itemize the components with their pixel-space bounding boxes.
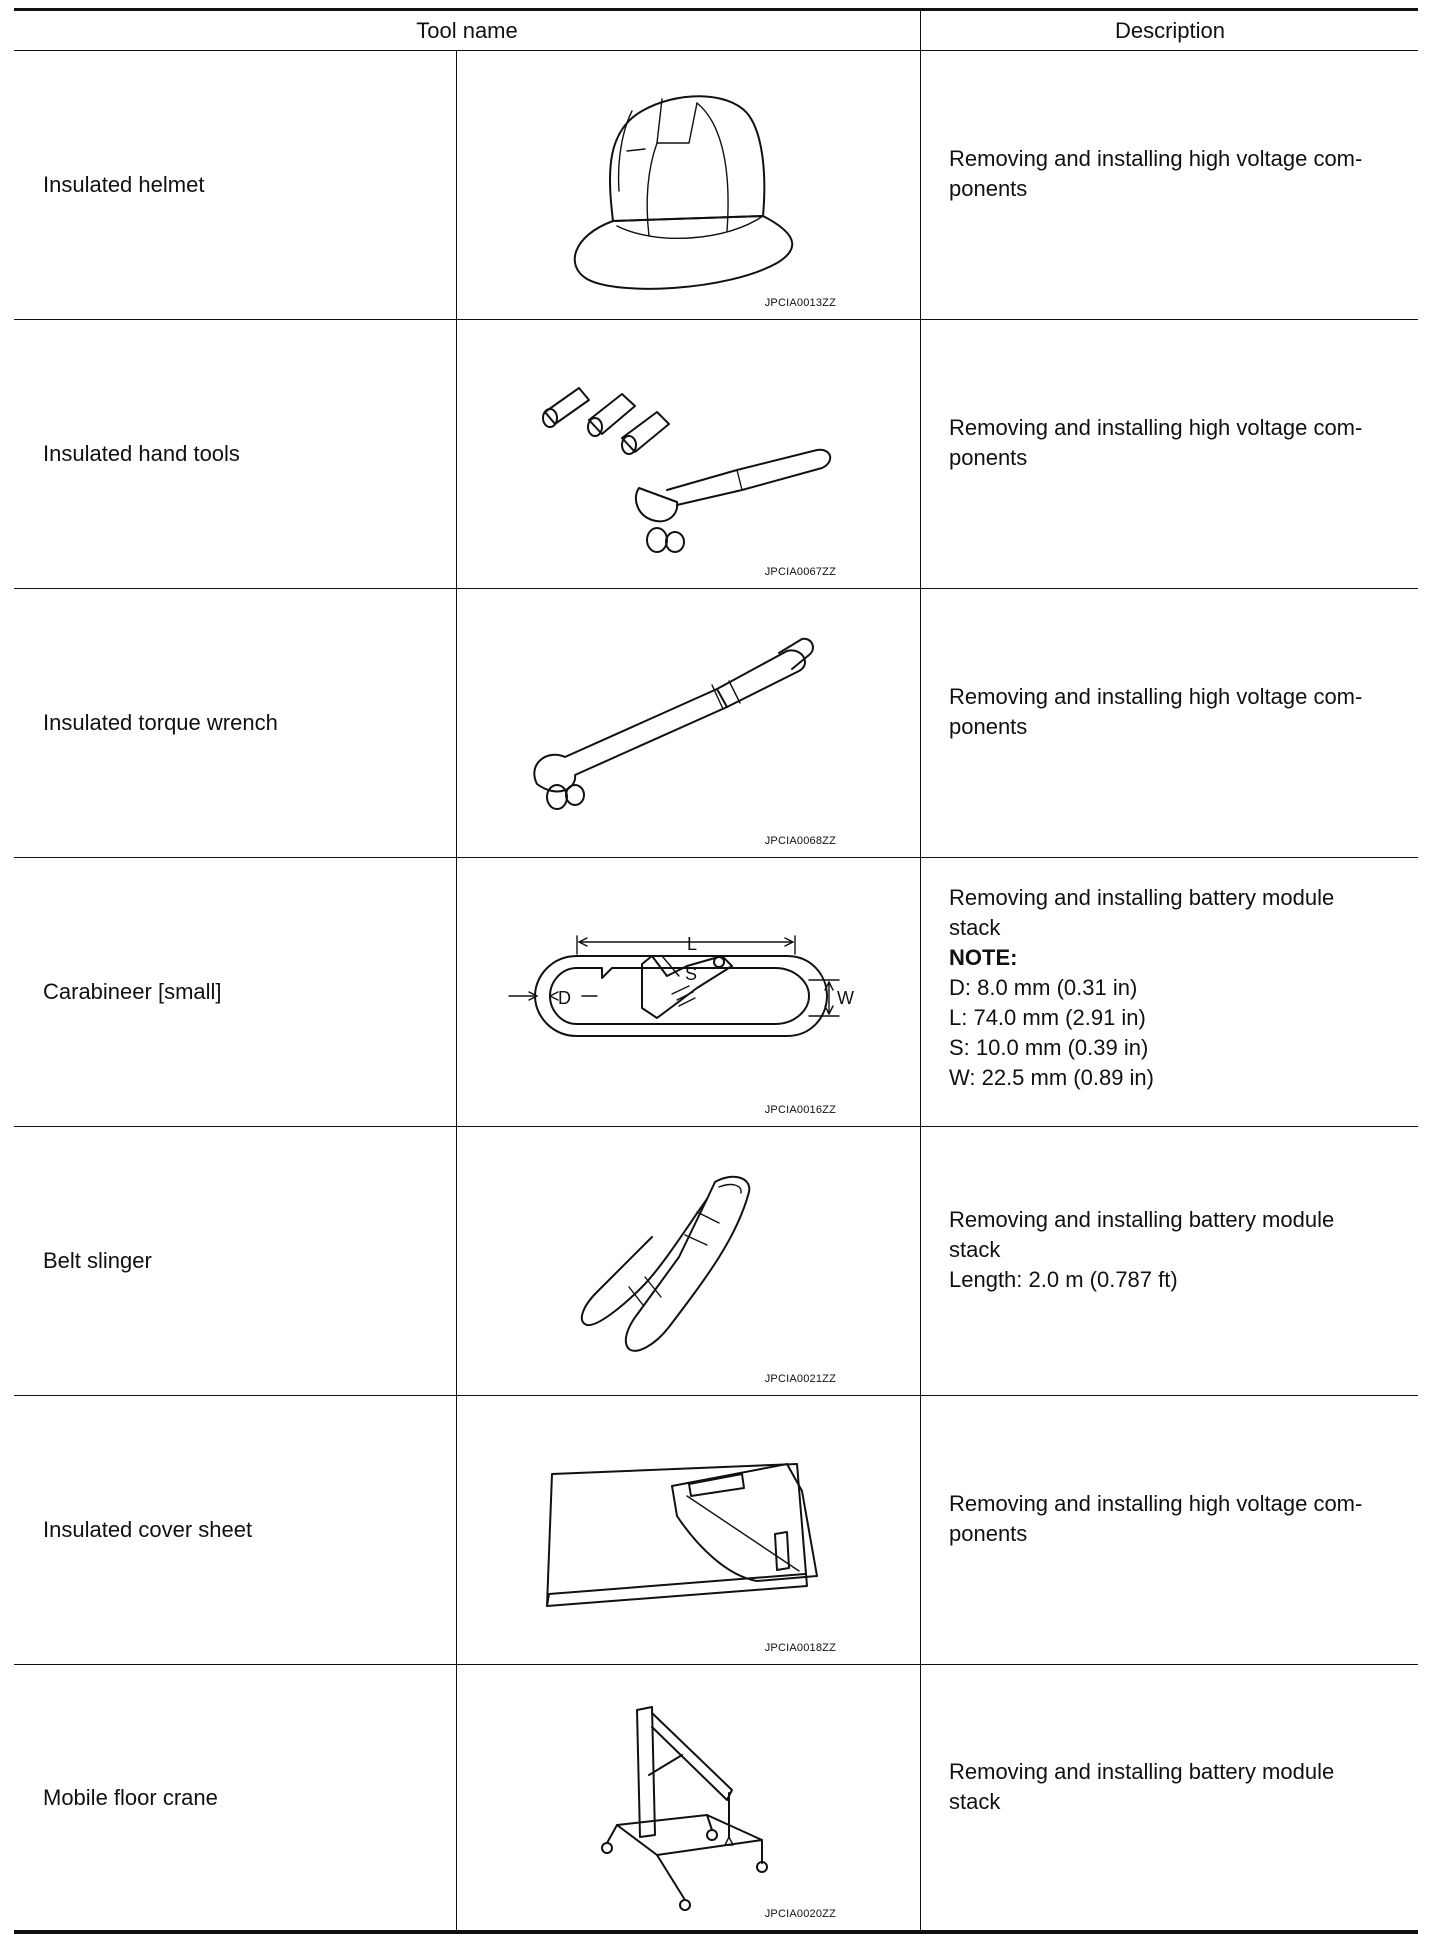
figure-code: JPCIA0013ZZ xyxy=(764,297,836,309)
description-text: Removing and installing high voltage com- ponents xyxy=(949,415,1363,470)
table-header xyxy=(14,8,1418,51)
figure-code: JPCIA0067ZZ xyxy=(764,566,836,578)
description-text: Removing and installing high voltage com- ponents xyxy=(949,684,1363,739)
header-description: Description xyxy=(920,11,1419,51)
spec-line: D: 8.0 mm (0.31 in) xyxy=(949,975,1138,1000)
description-text: Removing and installing high voltage com- ponents xyxy=(949,1491,1363,1546)
figure-code: JPCIA0020ZZ xyxy=(764,1908,836,1920)
tool-illustration xyxy=(456,589,920,857)
figure-code: JPCIA0016ZZ xyxy=(764,1104,836,1116)
table-row xyxy=(14,858,1418,1127)
description-text: Removing and installing battery module stack xyxy=(949,885,1335,940)
tool-name: Belt slinger xyxy=(43,1248,152,1273)
hand-tools-illustration xyxy=(457,320,921,589)
table-row xyxy=(14,1665,1418,1934)
dimension-label-d: D xyxy=(558,988,571,1008)
header-tool-name: Tool name xyxy=(416,18,518,43)
table-row xyxy=(14,320,1418,589)
description-text: Length: 2.0 m (0.787 ft) xyxy=(949,1267,1178,1292)
table-row xyxy=(14,1396,1418,1665)
tool-illustration xyxy=(456,858,920,1126)
tool-name: Insulated hand tools xyxy=(43,441,240,466)
tool-name: Carabineer [small] xyxy=(43,979,222,1004)
spec-line: W: 22.5 mm (0.89 in) xyxy=(949,1065,1154,1090)
dimension-label-s: S xyxy=(685,964,698,984)
note-heading: NOTE: xyxy=(949,945,1018,970)
carabineer-illustration xyxy=(457,858,921,1127)
torque-wrench-illustration xyxy=(457,589,921,858)
tool-illustration xyxy=(456,1127,920,1395)
description-text: Removing and installing battery module stack xyxy=(949,1207,1335,1262)
floor-crane-illustration xyxy=(457,1665,921,1934)
belt-slinger-illustration xyxy=(457,1127,921,1396)
table-row xyxy=(14,1127,1418,1396)
spec-line: L: 74.0 mm (2.91 in) xyxy=(949,1005,1146,1030)
spec-line: S: 10.0 mm (0.39 in) xyxy=(949,1035,1149,1060)
tool-illustration xyxy=(456,51,920,319)
figure-code: JPCIA0018ZZ xyxy=(764,1642,836,1654)
description-text: Removing and installing battery module stack xyxy=(949,1758,1335,1814)
figure-code: JPCIA0068ZZ xyxy=(764,835,836,847)
tool-name: Insulated cover sheet xyxy=(43,1517,253,1542)
dimension-label-l: L xyxy=(687,934,698,954)
tool-illustration xyxy=(456,1396,920,1664)
description-text: Removing and installing high voltage com- ponents xyxy=(949,146,1363,201)
table-row xyxy=(14,589,1418,858)
table-row xyxy=(14,51,1418,320)
tool-name: Mobile floor crane xyxy=(43,1784,218,1810)
dimension-label-w: W xyxy=(837,988,854,1008)
tool-name: Insulated helmet xyxy=(43,172,205,197)
tool-illustration xyxy=(456,1665,920,1930)
tool-illustration xyxy=(456,320,920,588)
helmet-illustration xyxy=(457,51,921,320)
figure-code: JPCIA0021ZZ xyxy=(764,1373,836,1385)
cover-sheet-illustration xyxy=(457,1396,921,1665)
tool-name: Insulated torque wrench xyxy=(43,710,278,735)
